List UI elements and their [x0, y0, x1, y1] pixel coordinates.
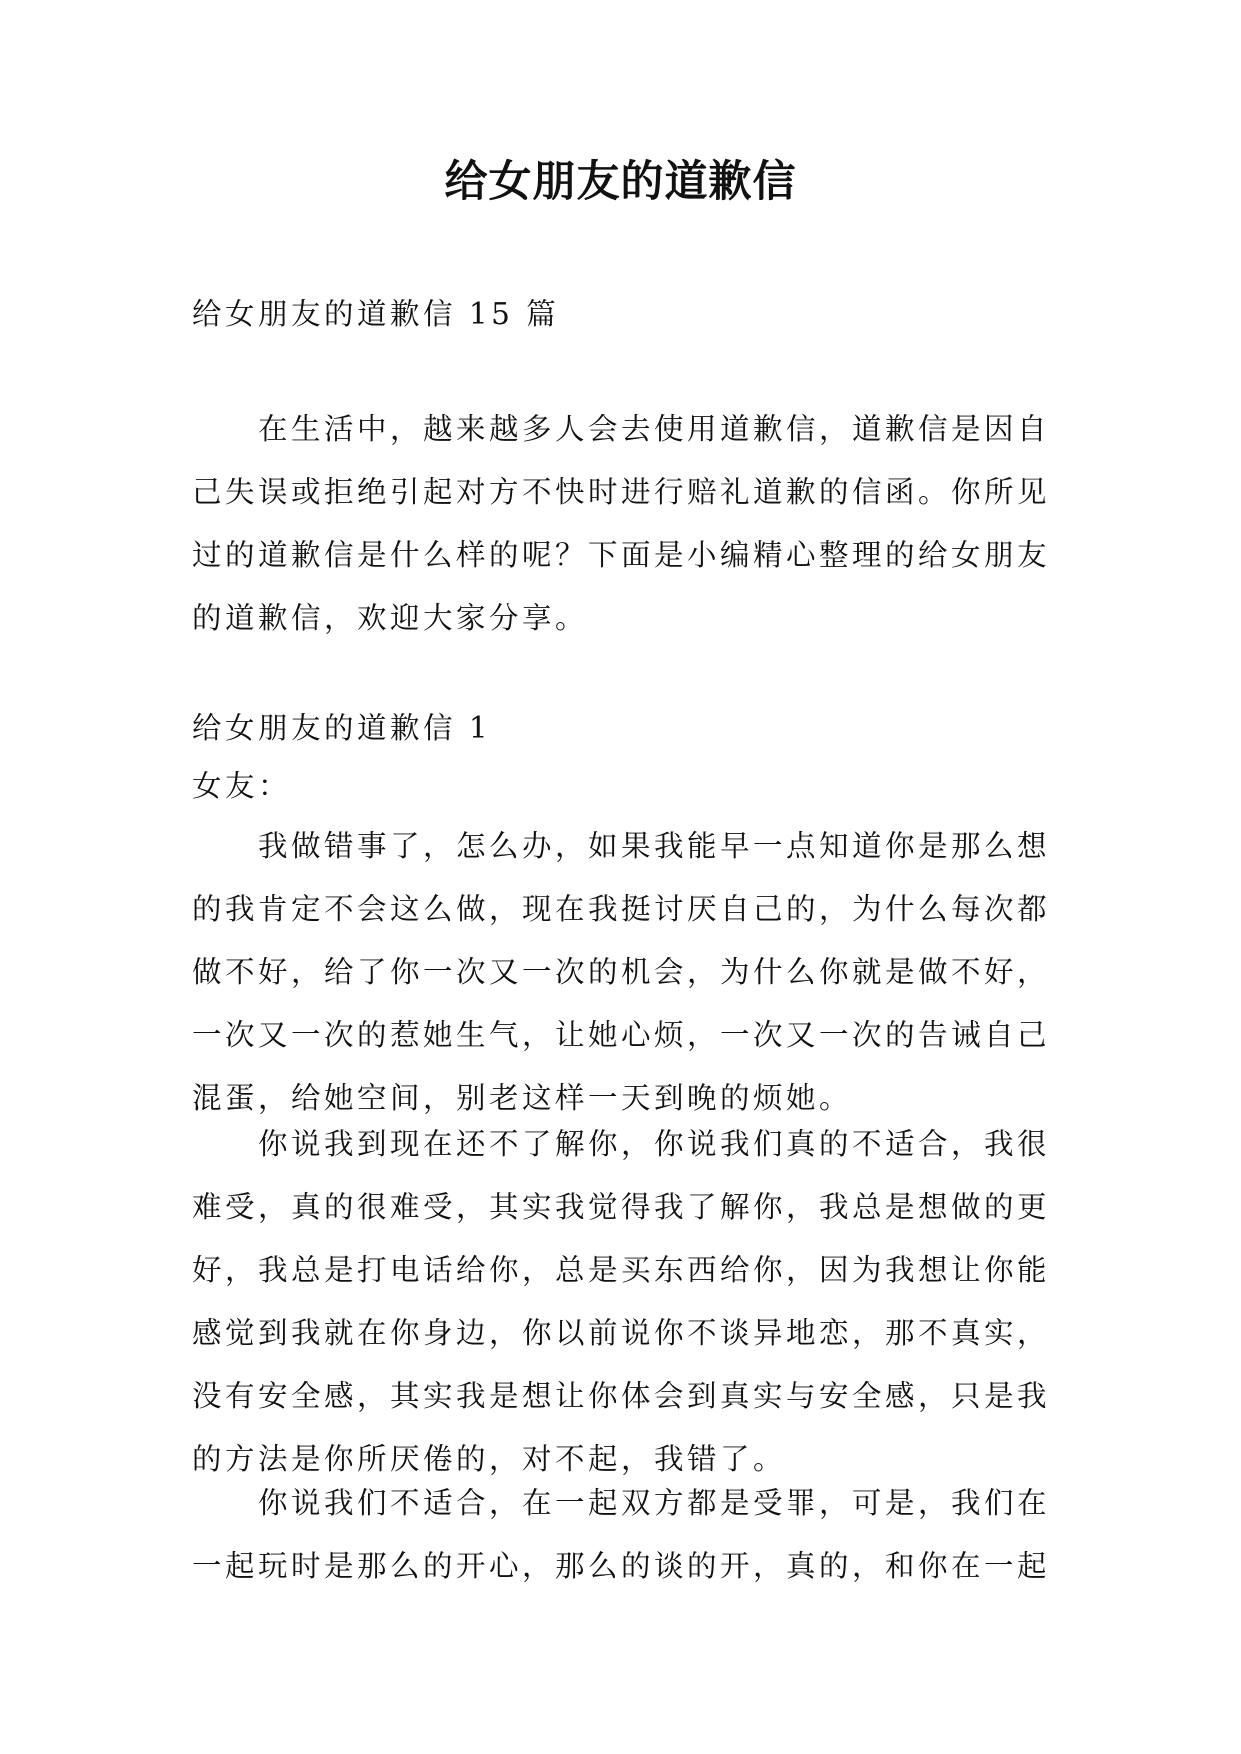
- document-subtitle: 给女朋友的道歉信 15 篇: [192, 297, 560, 331]
- letter-salutation: 女友：: [192, 769, 292, 803]
- letter-paragraph-1: 我做错事了，怎么办，如果我能早一点知道你是那么想的我肯定不会这么做，现在我挺讨厌自己的，为什么每次都做不好，给了你一次又一次的机会，为什么你就是做不好，一次又一次的惹她生气，让她心烦，一次又一次的告诫自己混蛋，给她空间，别老这样一天到晚的烦她。: [192, 829, 1051, 1115]
- intro-paragraph: 在生活中，越来越多人会去使用道歉信，道歉信是因自己失误或拒绝引起对方不快时进行赔礼道歉的信函。你所见过的道歉信是什么样的呢？下面是小编精心整理的给女朋友的道歉信，欢迎大家分享。: [192, 412, 1051, 635]
- letter-paragraph-3: 你说我们不适合，在一起双方都是受罪，可是，我们在一起玩时是那么的开心，那么的谈的开，真的，和你在一起: [192, 1486, 1051, 1583]
- letter-paragraph-2: 你说我到现在还不了解你，你说我们真的不适合，我很难受，真的很难受，其实我觉得我了解你，我总是想做的更好，我总是打电话给你，总是买东西给你，因为我想让你能感觉到我就在你身边，你以前说你不谈异地恋，那不真实，没有安全感，其实我是想让你体会到真实与安全感，只是我的方法是你所厌倦的，对不起，我错了。: [192, 1127, 1051, 1476]
- document-title: 给女朋友的道歉信: [444, 157, 797, 207]
- section-heading: 给女朋友的道歉信 1: [192, 711, 492, 745]
